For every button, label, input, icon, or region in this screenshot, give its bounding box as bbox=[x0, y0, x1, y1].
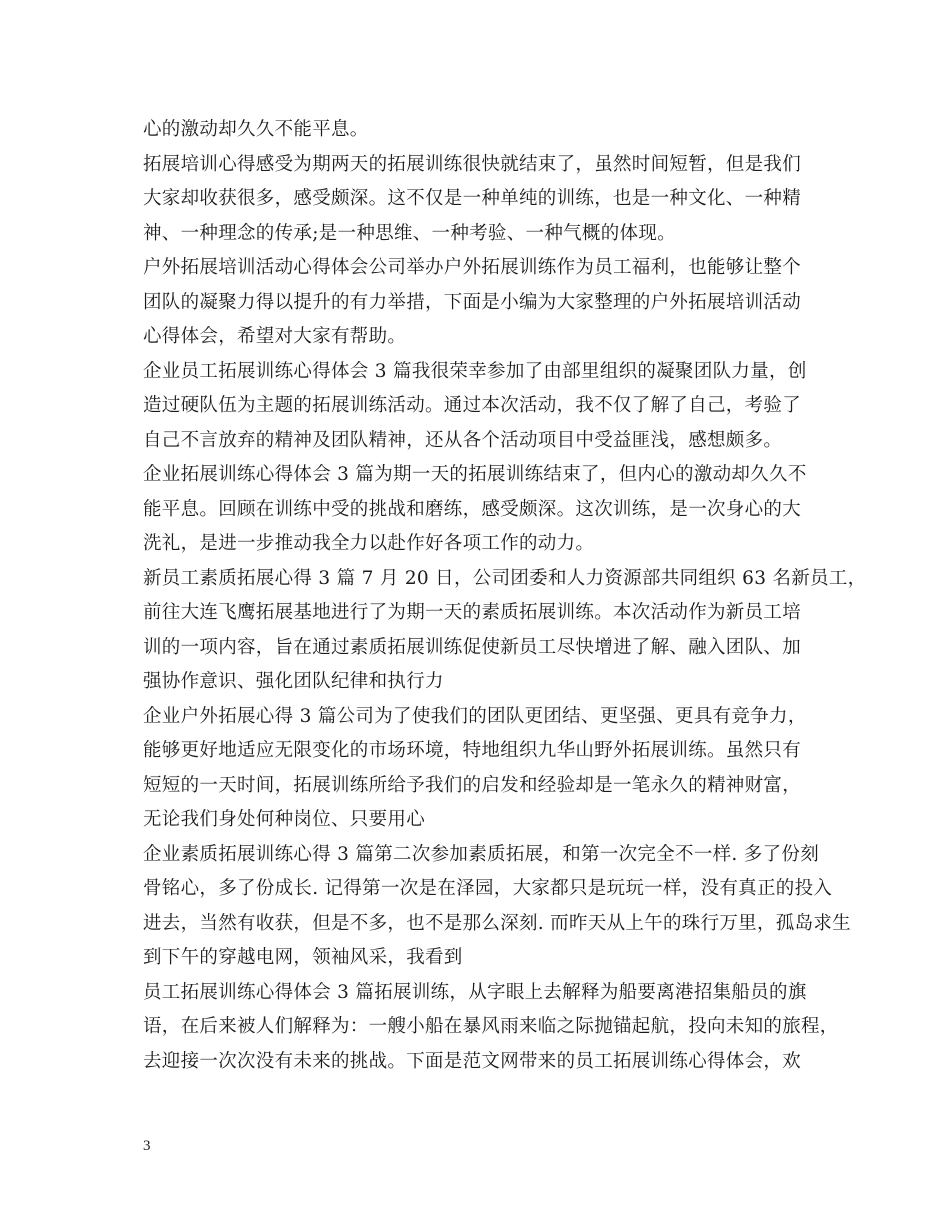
text-line: 能够更好地适应无限变化的市场环境，特地组织九华山野外拓展训练。虽然只有 bbox=[143, 740, 802, 761]
text-line: 大家却收获很多，感受颇深。这不仅是一种单纯的训练，也是一种文化、一种精 bbox=[143, 188, 802, 209]
text-line: 自己不言放弃的精神及团队精神，还从各个活动项目中受益匪浅，感想颇多。 bbox=[143, 429, 783, 451]
text-line: 团队的凝聚力得以提升的有力举措，下面是小编为大家整理的户外拓展培训活动 bbox=[143, 291, 802, 313]
text-line: 进去，当然有收获，但是不多，也不是那么深刻. 而昨天从上午的珠行万里，孤岛求生 bbox=[143, 912, 851, 934]
text-line: 心得体会，希望对大家有帮助。 bbox=[143, 326, 407, 347]
text-line: 语，在后来被人们解释为：一艘小船在暴风雨来临之际抛锚起航，投向未知的旅程， bbox=[143, 1016, 839, 1037]
text-line: 员工拓展训练心得体会 3 篇拓展训练，从字眼上去解释为船要离港招集船员的旗 bbox=[143, 981, 807, 1003]
text-line: 新员工素质拓展心得 3 篇 7 月 20 日，公司团委和人力资源部共同组织 63 名新员工， bbox=[143, 567, 867, 589]
text-line: 企业拓展训练心得体会 3 篇为期一天的拓展训练结束了，但内心的激动却久久不 bbox=[143, 464, 807, 485]
text-line: 企业户外拓展心得 3 篇公司为了使我们的团队更团结、更坚强、更具有竞争力， bbox=[143, 705, 807, 727]
text-line: 拓展培训心得感受为期两天的拓展训练很快就结束了，虽然时间短暂，但是我们 bbox=[143, 153, 802, 175]
text-line: 能平息。回顾在训练中受的挑战和磨练，感受颇深。这次训练，是一次身心的大 bbox=[143, 498, 802, 520]
text-line: 造过硬队伍为主题的拓展训练活动。通过本次活动，我不仅了解了自己，考验了 bbox=[143, 395, 802, 416]
page-number: 3 bbox=[143, 1138, 151, 1154]
text-line: 强协作意识、强化团队纪律和执行力 bbox=[143, 671, 444, 692]
text-line: 神、一种理念的传承;是一种思维、一种考验、一种气概的体现。 bbox=[143, 222, 676, 244]
text-line: 骨铭心，多了份成长. 记得第一次是在泽园，大家都只是玩玩一样，没有真正的投入 bbox=[143, 878, 833, 899]
text-line: 企业素质拓展训练心得 3 篇第二次参加素质拓展，和第一次完全不一样. 多了份刻 bbox=[143, 843, 819, 865]
text-line: 前往大连飞鹰拓展基地进行了为期一天的素质拓展训练。本次活动作为新员工培 bbox=[143, 602, 802, 623]
text-line: 去迎接一次次没有未来的挑战。下面是范文网带来的员工拓展训练心得体会，欢 bbox=[143, 1050, 802, 1072]
body-text bbox=[143, 113, 867, 1079]
text-line: 训的一项内容，旨在通过素质拓展训练促使新员工尽快增进了解、融入团队、加 bbox=[143, 636, 802, 658]
text-line: 户外拓展培训活动心得体会公司举办户外拓展训练作为员工福利，也能够让整个 bbox=[143, 257, 802, 278]
text-line: 心的激动却久久不能平息。 bbox=[143, 119, 369, 140]
text-line: 无论我们身处何种岗位、只要用心 bbox=[143, 809, 426, 830]
text-line: 到下午的穿越电网，领袖风采，我看到 bbox=[143, 947, 463, 968]
text-line: 企业员工拓展训练心得体会 3 篇我很荣幸参加了由部里组织的凝聚团队力量，创 bbox=[143, 360, 807, 382]
text-line: 短短的一天时间，拓展训练所给予我们的启发和经验却是一笔永久的精神财富， bbox=[143, 774, 802, 796]
text-line: 洗礼，是进一步推动我全力以赴作好各项工作的动力。 bbox=[143, 533, 595, 554]
